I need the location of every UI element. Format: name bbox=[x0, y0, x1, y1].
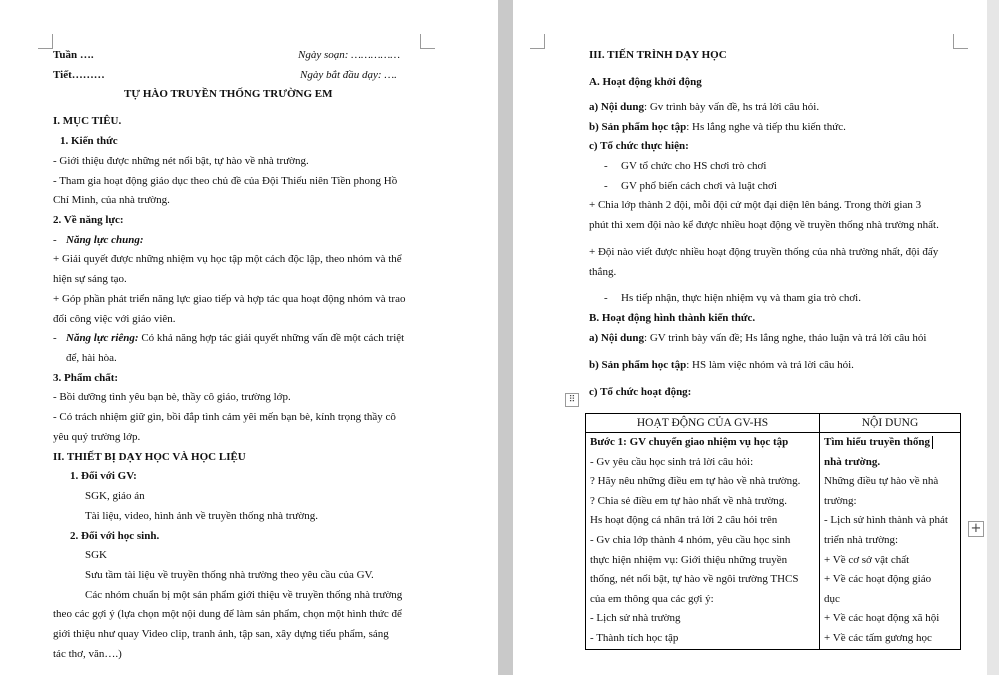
paragraph-line: - Bồi dưỡng tình yêu bạn bè, thầy cô giáo, trường lớp. bbox=[53, 391, 291, 403]
paragraph-line: yêu quý trường lớp. bbox=[53, 431, 141, 443]
add-column-button[interactable]: + bbox=[968, 521, 984, 537]
paragraph-line: theo các gợi ý (lựa chọn một nội dung để làm sản phẩm, chọn một hình thức để bbox=[53, 608, 402, 620]
crop-mark bbox=[38, 34, 53, 49]
content-line bbox=[589, 100, 819, 114]
cell-line: Những điều tự hào về nhà bbox=[824, 475, 939, 488]
cell-line: - Lịch sử hình thành và phát bbox=[824, 514, 948, 527]
cell-line: ? Hãy nêu những điều em tự hào về nhà trường. bbox=[590, 475, 801, 488]
document-page-right[interactable] bbox=[513, 0, 987, 675]
lesson-title: TỰ HÀO TRUYỀN THỐNG TRƯỜNG EM bbox=[124, 88, 333, 100]
specific-competence-label: Năng lực riêng: bbox=[66, 332, 139, 344]
table-cell-activity[interactable] bbox=[586, 433, 820, 650]
crop-mark bbox=[953, 34, 968, 49]
bullet-dash: - bbox=[53, 234, 57, 246]
cell-line: + Về các tấm gương học bbox=[824, 631, 932, 644]
cell-line: Hs hoạt động cá nhân trả lời 2 câu hỏi trên bbox=[590, 514, 778, 527]
table-cell-content[interactable] bbox=[820, 433, 961, 650]
document-page-left[interactable] bbox=[0, 0, 498, 675]
subheading-competence: 2. Về năng lực: bbox=[53, 214, 124, 226]
paragraph-line: + Góp phần phát triển năng lực giao tiếp và hợp tác qua hoạt động nhóm và trao bbox=[53, 293, 406, 305]
paragraph-line: Các nhóm chuẩn bị một sản phẩm giới thiệu về truyền thống nhà trường bbox=[85, 589, 403, 601]
cell-line: thống, nét nổi bật, tự hào về ngôi trường THCS bbox=[590, 573, 799, 586]
subheading-knowledge: 1. Kiến thức bbox=[60, 135, 118, 147]
step-title: Bước 1: GV chuyển giao nhiệm vụ học tập bbox=[590, 436, 789, 448]
content-label: a) Nội dung bbox=[589, 332, 645, 344]
paragraph-line: SGK bbox=[85, 549, 108, 561]
product-text: : Hs lắng nghe và tiếp thu kiến thức. bbox=[686, 121, 846, 133]
subheading-qualities: 3. Phẩm chất: bbox=[53, 372, 119, 384]
cell-line: + Về các hoạt động giáo bbox=[824, 573, 932, 586]
paragraph-line: Tài liệu, video, hình ảnh về truyền thống nhà trường. bbox=[85, 510, 318, 522]
content-title bbox=[824, 433, 956, 453]
paragraph-line: SGK, giáo án bbox=[85, 490, 145, 502]
cell-line: thực hiện nhiệm vụ: Giới thiệu những truyền bbox=[590, 553, 788, 566]
product-line bbox=[589, 358, 854, 372]
subheading-knowledge-formation: B. Hoạt động hình thành kiến thức. bbox=[589, 312, 756, 324]
content-text: : GV trình bày vấn đề; Hs lắng nghe, thảo luận và trả lời câu hỏi bbox=[644, 332, 927, 344]
list-item: GV tổ chức cho HS chơi trò chơi bbox=[621, 160, 767, 172]
paragraph-line: - Có trách nhiệm giữ gìn, bồi đắp tình cảm yêi mến bạn bè, kính trọng thầy cô bbox=[53, 411, 396, 423]
specific-competence-text: Có khả năng hợp tác giải quyết những vấn đề một cách triệt bbox=[138, 332, 405, 344]
cell-line: - Gv yêu cầu học sinh trả lời câu hỏi: bbox=[590, 455, 754, 468]
bullet-dash: - bbox=[604, 292, 608, 304]
content-label: a) Nội dung bbox=[589, 101, 645, 113]
paragraph-line: + Chia lớp thành 2 đội, mỗi đội cử một đại diện lên bảng. Trong thời gian 3 bbox=[589, 199, 922, 211]
content-line bbox=[589, 331, 926, 345]
specific-competence-line bbox=[66, 331, 404, 345]
subheading-warmup: A. Hoạt động khởi động bbox=[589, 76, 702, 88]
paragraph-line: để, hài hòa. bbox=[66, 352, 117, 364]
cell-line: - Lịch sử nhà trường bbox=[590, 612, 681, 625]
period-field: Tiết……… bbox=[53, 69, 105, 81]
lesson-activity-table bbox=[585, 413, 961, 650]
content-title-text: Tìm hiểu truyền thống bbox=[824, 436, 931, 448]
table-header-cell: NỘI DUNG bbox=[820, 414, 961, 433]
crop-mark bbox=[530, 34, 545, 49]
start-date-field: Ngày bắt đầu dạy: …. bbox=[300, 69, 397, 81]
paragraph-line: hiện sự sáng tạo. bbox=[53, 273, 127, 285]
week-field: Tuần …. bbox=[53, 49, 94, 61]
bullet-dash: - bbox=[604, 180, 608, 192]
cell-line: trường: bbox=[824, 494, 857, 507]
section-heading-objectives: I. MỤC TIÊU. bbox=[53, 115, 122, 127]
table-header-cell: HOẠT ĐỘNG CỦA GV-HS bbox=[586, 414, 820, 433]
cell-line: - Thành tích học tập bbox=[590, 631, 679, 644]
vertical-scrollbar[interactable] bbox=[987, 0, 999, 675]
list-item: Hs tiếp nhận, thực hiện nhiệm vụ và tham gia trò chơi. bbox=[621, 292, 861, 304]
table-row bbox=[586, 433, 961, 650]
text-cursor bbox=[932, 436, 933, 449]
content-text: : Gv trình bày vấn đề, hs trả lời câu hỏi. bbox=[644, 101, 820, 113]
list-item: GV phổ biến cách chơi và luật chơi bbox=[621, 180, 777, 192]
paragraph-line: tác thơ, văn….) bbox=[53, 648, 122, 660]
paragraph-line: đổi công việc với giáo viên. bbox=[53, 313, 176, 325]
cell-line: triển nhà trường: bbox=[824, 533, 899, 546]
paragraph-line: thắng. bbox=[589, 266, 617, 278]
paragraph-line: + Đội nào viết được nhiều hoạt động truyền thống của nhà trường nhất, đội đấy bbox=[589, 246, 939, 258]
bullet-dash: - bbox=[53, 332, 57, 344]
general-competence-label: Năng lực chung: bbox=[66, 234, 144, 246]
paragraph-line: phút thì xem đội nào kể được nhiều hoạt động về truyền thống nhà trường nhất. bbox=[589, 219, 939, 231]
product-label: b) Sản phẩm học tập bbox=[589, 359, 687, 371]
subheading-teacher: 1. Đối với GV: bbox=[70, 470, 137, 482]
content-title-cont: nhà trường. bbox=[824, 455, 881, 468]
crop-mark bbox=[420, 34, 435, 49]
cell-line: + Về cơ sở vật chất bbox=[824, 553, 910, 566]
paragraph-line: Sưu tầm tài liệu về truyền thống nhà trường theo yêu cầu của GV. bbox=[85, 569, 374, 581]
product-label: b) Sản phẩm học tập bbox=[589, 121, 687, 133]
bullet-dash: - bbox=[604, 160, 608, 172]
section-heading-process: III. TIẾN TRÌNH DẠY HỌC bbox=[589, 49, 727, 61]
section-heading-equipment: II. THIẾT BỊ DẠY HỌC VÀ HỌC LIỆU bbox=[53, 451, 246, 463]
paragraph-line: - Giới thiệu được những nét nổi bật, tự hào về nhà trường. bbox=[53, 155, 309, 167]
paragraph-line: + Giải quyết được những nhiệm vụ học tập một cách độc lập, theo nhóm và thể bbox=[53, 253, 402, 265]
prep-date-field: Ngày soạn: …………… bbox=[298, 49, 401, 61]
cell-line: ? Chia sẻ điều em tự hào nhất về nhà trường. bbox=[590, 494, 788, 507]
product-text: : HS làm việc nhóm và trả lời câu hỏi. bbox=[686, 359, 854, 371]
cell-line: - Gv chia lớp thành 4 nhóm, yêu cầu học sinh bbox=[590, 533, 791, 546]
paragraph-line: giới thiệu như quay Video clip, tranh ảnh, tập san, xây dựng tiểu phẩm, sáng bbox=[53, 628, 389, 640]
organization-heading: c) Tổ chức hoạt động: bbox=[589, 386, 692, 398]
subheading-student: 2. Đối với học sinh. bbox=[70, 530, 160, 542]
product-line bbox=[589, 120, 846, 134]
paragraph-line: - Tham gia hoạt động giáo dục theo chủ đề của Đội Thiếu niên Tiền phong Hồ bbox=[53, 175, 398, 187]
cell-line: + Về các hoạt động xã hội bbox=[824, 612, 940, 625]
cell-line: của em thông qua các gợi ý: bbox=[590, 592, 714, 605]
table-move-handle-icon[interactable]: ⠿ bbox=[565, 393, 579, 407]
cell-line: dục bbox=[824, 592, 840, 605]
paragraph-line: Chí Minh, của nhà trường. bbox=[53, 194, 170, 206]
organization-heading: c) Tổ chức thực hiện: bbox=[589, 140, 689, 152]
table-header-row bbox=[586, 414, 961, 433]
